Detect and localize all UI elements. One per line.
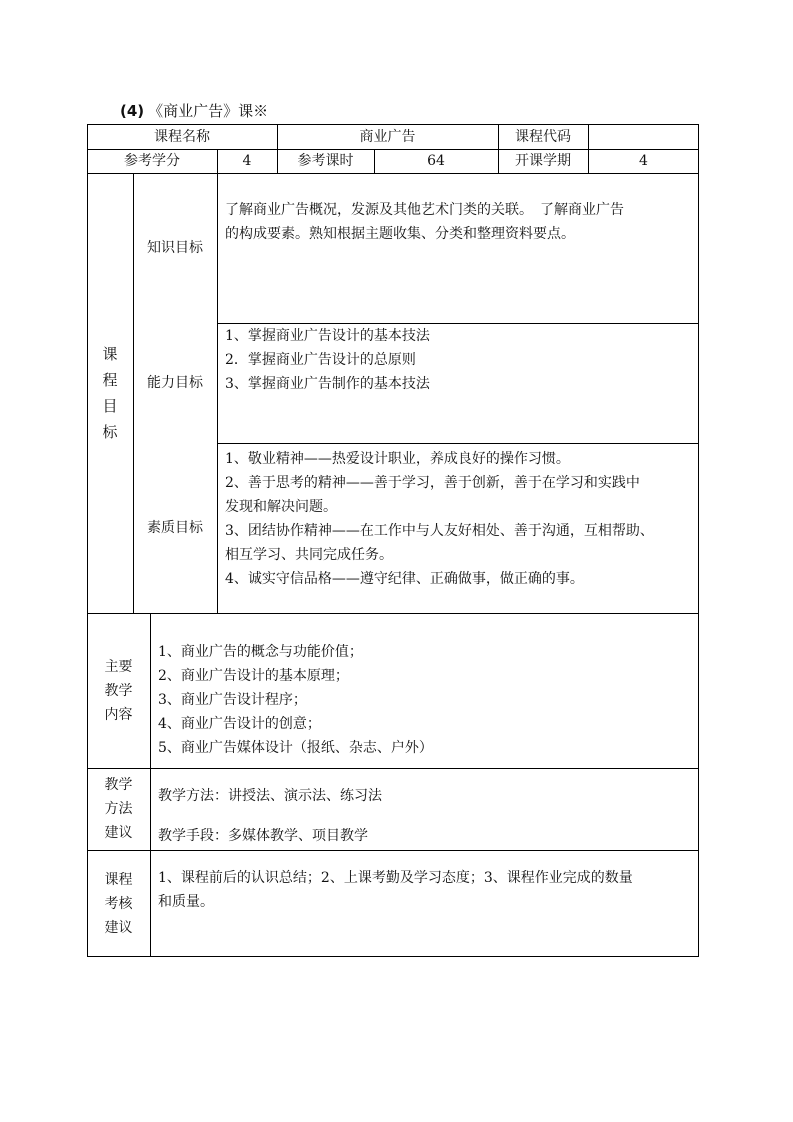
objectives-label-char: 课 (102, 345, 118, 363)
teaching-method-text: 教学方法：讲授法、演示法、练习法 (158, 788, 382, 804)
methods-label-line: 教学 (104, 777, 133, 793)
term-value: 4 (639, 153, 648, 169)
list-item: 4、商业广告设计的创意； (158, 716, 321, 732)
assessment-content (150, 866, 699, 914)
assessment-line: 1、课程前后的认识总结；2、上课考勤及学习态度；3、课程作业完成的数量 (158, 870, 633, 886)
assessment-line: 和质量。 (158, 894, 214, 910)
assessment-label (87, 850, 150, 957)
quality-objective-content (217, 447, 699, 591)
credit-label: 参考学分 (124, 153, 180, 169)
list-item: 2、商业广告设计的基本原理； (158, 668, 349, 684)
term-label: 开课学期 (515, 153, 571, 169)
main-content-label-line: 内容 (104, 706, 133, 723)
assessment-label-line: 考核 (104, 895, 133, 912)
list-item: 1、商业广告的概念与功能价值； (158, 644, 363, 660)
course-name-value: 商业广告 (359, 128, 416, 145)
quality-line: 2、善于思考的精神——善于学习，善于创新，善于在学习和实践中 (225, 475, 640, 491)
objectives-label-char: 标 (102, 423, 118, 441)
section-title: 《商业广告》课※ (148, 102, 269, 120)
ability-objective-content (217, 324, 699, 396)
methods-label-line: 建议 (104, 825, 133, 841)
objectives-label-char: 目 (102, 397, 118, 415)
assessment-label-line: 建议 (104, 919, 133, 936)
main-content-label-line: 教学 (104, 682, 133, 699)
knowledge-objective-label: 知识目标 (147, 240, 203, 256)
quality-line: 1、敬业精神——热爱设计职业，养成良好的操作习惯。 (225, 451, 570, 467)
quality-line: 3、团结协作精神——在工作中与人友好相处、善于沟通，互相帮助、 (225, 523, 654, 539)
quality-line: 发现和解决问题。 (225, 499, 337, 515)
methods-label-line: 方法 (104, 801, 133, 817)
main-content-list (150, 640, 699, 760)
quality-line: 4、诚实守信品格——遵守纪律、正确做事，做正确的事。 (225, 571, 584, 587)
credit-value: 4 (242, 153, 252, 169)
assessment-label-line: 课程 (104, 871, 133, 888)
teaching-means-text: 教学手段：多媒体教学、项目教学 (158, 828, 368, 844)
ability-objective-label: 能力目标 (147, 375, 203, 391)
course-objectives-label (87, 173, 133, 613)
hours-label: 参考课时 (297, 153, 354, 169)
hours-value: 64 (427, 153, 445, 169)
section-number: (4) (120, 102, 145, 120)
ability-line: 1、掌握商业广告设计的基本技法 (225, 328, 430, 344)
section-heading (120, 100, 268, 121)
knowledge-line: 了解商业广告概况，发源及其他艺术门类的关联。 了解商业广告 (225, 202, 624, 218)
list-item: 5、商业广告媒体设计（报纸、杂志、户外） (158, 740, 433, 756)
quality-objective-label: 素质目标 (147, 520, 203, 536)
ability-line: 3、掌握商业广告制作的基本技法 (225, 376, 430, 392)
knowledge-line: 的构成要素。熟知根据主题收集、分类和整理资料要点。 (225, 226, 575, 242)
objectives-label-char: 程 (102, 371, 118, 389)
main-content-label-line: 主要 (104, 658, 133, 675)
course-code-label: 课程代码 (515, 128, 571, 145)
quality-line: 相互学习、共同完成任务。 (225, 547, 393, 563)
main-content-label (87, 613, 150, 768)
course-code-value (588, 124, 699, 149)
ability-line: 2．掌握商业广告设计的总原则 (225, 352, 416, 368)
methods-label (87, 768, 150, 850)
list-item: 3、商业广告设计程序； (158, 692, 307, 708)
course-name-label: 课程名称 (154, 128, 210, 145)
knowledge-objective-content (217, 198, 699, 246)
